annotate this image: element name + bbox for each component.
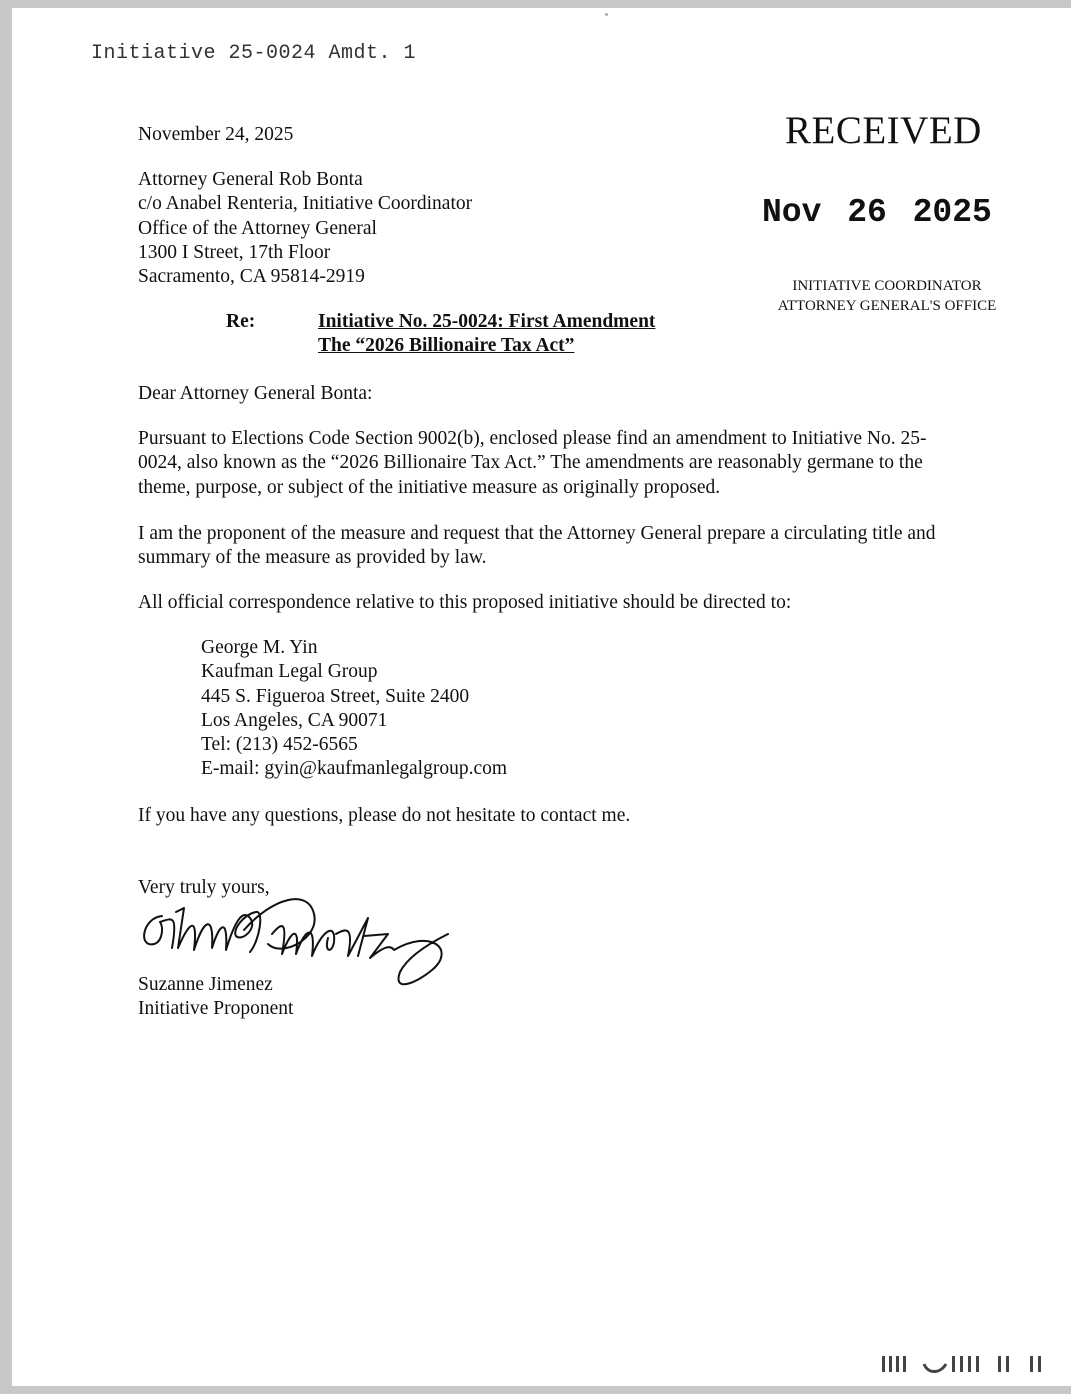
subject-line: The “2026 Billionaire Tax Act” bbox=[318, 335, 575, 357]
valediction: Very truly yours, bbox=[138, 877, 270, 898]
address-line: Office of the Attorney General bbox=[138, 217, 377, 239]
salutation: Dear Attorney General Bonta: bbox=[138, 383, 373, 404]
received-stamp-title: RECEIVED bbox=[785, 109, 982, 152]
received-stamp-date: Nov 26 2025 bbox=[762, 194, 992, 231]
body-paragraph: I am the proponent of the measure and request that the Attorney General prepare a circulating title and summary of the measure as provided by law. bbox=[138, 523, 936, 569]
signer-title: Initiative Proponent bbox=[138, 998, 294, 1019]
address-line: Attorney General Rob Bonta bbox=[138, 169, 363, 190]
contact-line: George M. Yin bbox=[201, 637, 318, 658]
address-line: c/o Anabel Renteria, Initiative Coordinator bbox=[138, 193, 473, 215]
re-subject bbox=[318, 310, 655, 359]
contact-line: Los Angeles, CA 90071 bbox=[201, 709, 388, 731]
received-stamp-office bbox=[752, 277, 1022, 316]
stamp-office-line: ATTORNEY GENERAL'S OFFICE bbox=[777, 297, 997, 314]
scan-speck bbox=[605, 13, 608, 16]
contact-line: Kaufman Legal Group bbox=[201, 661, 378, 683]
address-line: Sacramento, CA 95814-2919 bbox=[138, 266, 365, 288]
subject-line: Initiative No. 25-0024: First Amendment bbox=[318, 311, 656, 332]
signer-name: Suzanne Jimenez bbox=[138, 974, 273, 995]
re-label: Re: bbox=[226, 311, 256, 332]
closing-question: If you have any questions, please do not hesitate to contact me. bbox=[138, 805, 631, 826]
contact-email: E-mail: gyin@kaufmanlegalgroup.com bbox=[201, 758, 508, 780]
contact-line: Tel: (213) 452-6565 bbox=[201, 734, 358, 756]
recipient-address bbox=[138, 168, 472, 289]
page-barcode-marks bbox=[880, 1352, 1050, 1374]
stamp-office-line: INITIATIVE COORDINATOR bbox=[792, 278, 982, 294]
letter-page bbox=[12, 8, 1071, 1386]
letter-date: November 24, 2025 bbox=[138, 124, 294, 145]
contact-block bbox=[201, 636, 507, 782]
contact-line: 445 S. Figueroa Street, Suite 2400 bbox=[201, 685, 470, 707]
initiative-header-id: Initiative 25-0024 Amdt. 1 bbox=[91, 42, 417, 65]
body-paragraph: Pursuant to Elections Code Section 9002(b), enclosed please find an amendment to Initiative No. 25-0024, also known as the “2026 Billionaire Tax Act.” The amendments are reasonably germane to the theme, purpose, or subject of the initiative measure as originally proposed. bbox=[138, 428, 927, 498]
body-paragraph: All official correspondence relative to this proposed initiative should be directed to: bbox=[138, 592, 792, 613]
address-line: 1300 I Street, 17th Floor bbox=[138, 241, 331, 263]
